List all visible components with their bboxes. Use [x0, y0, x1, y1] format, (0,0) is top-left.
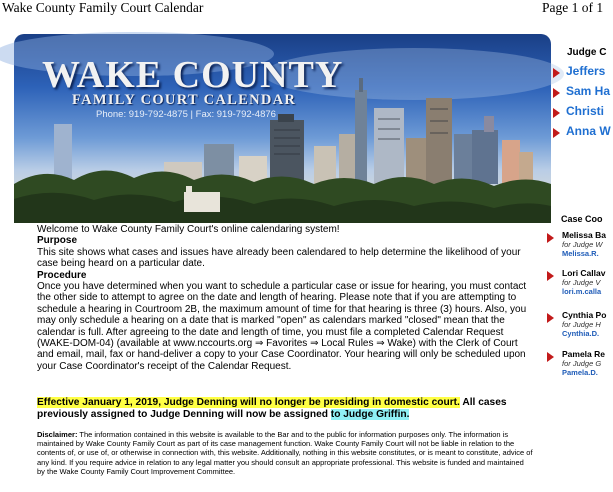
main-content: [37, 224, 533, 372]
coordinator-judge: for Judge V: [562, 278, 601, 287]
coordinator-email-link[interactable]: Cynthia.D.: [562, 329, 600, 338]
coordinator-judge: for Judge G: [562, 359, 602, 368]
coordinator-name: Pamela Re: [562, 349, 605, 359]
banner-phone: Phone: 919-792-4875 | Fax: 919-792-4876: [96, 109, 276, 120]
notice-middle-text: All cases previously assigned to Judge Denning will now be assigned: [37, 397, 507, 420]
bullet-arrow-icon: [547, 352, 554, 362]
bullet-arrow-icon: [553, 88, 560, 98]
coordinator-email-link[interactable]: Melissa.R.: [562, 249, 599, 258]
coordinator-judge: for Judge W: [562, 240, 603, 249]
banner-subtitle: FAMILY COURT CALENDAR: [72, 92, 297, 108]
procedure-text: Once you have determined when you want to schedule a particular case or issue for hearing, you must contact the other side to attempt to agree on the date and length of hearing. Please note that if you are attempting to schedule a hearing in Courtroom 2B, the maximum amount of time for that hearing is three (3) hours. Also, you may only schedule a hearing on a date that is marked "open" as calendars marked "closed" mean that the calendar is full. After agreeing to the date and length of time, you must file a completed Calendar Request (WAKE-DOM-04) (available at www.nccourts.org ⇒ Favorites ⇒ Local Rules ⇒ Wake) with the Clerk of Court and email, mail, fax or hand-deliver a copy to your Case Coordinator. Your hearing will only be scheduled upon your Case Coordinator's receipt of the Calendar Request.: [37, 281, 527, 372]
disclaimer: [37, 430, 533, 476]
bullet-arrow-icon: [547, 233, 554, 243]
coordinator-email-link[interactable]: lori.m.calla: [562, 287, 602, 296]
purpose-text: This site shows what cases and issues have already been calendared to help determine the likelihood of your case being heard on a particular date.: [37, 246, 521, 270]
judge-item[interactable]: [553, 124, 613, 142]
coordinator-name: Melissa Ba: [562, 230, 606, 240]
bullet-arrow-icon: [553, 128, 560, 138]
judge-link[interactable]: Christi: [566, 104, 605, 118]
sidebar: [553, 34, 611, 492]
judge-item[interactable]: [553, 64, 613, 82]
judges-heading: Judge C: [567, 47, 607, 58]
procedure-heading: Procedure: [37, 269, 87, 281]
print-header: [0, 0, 605, 18]
page-number: Page 1 of 1: [542, 0, 604, 15]
case-coordinators-heading: Case Coo: [561, 214, 603, 224]
judge-link[interactable]: Sam Ha: [566, 84, 611, 98]
coordinator-email-link[interactable]: Pamela.D.: [562, 368, 598, 377]
judge-reassignment-notice: [37, 397, 533, 421]
bullet-arrow-icon: [553, 108, 560, 118]
purpose-heading: Purpose: [37, 235, 78, 247]
coordinator-name: Cynthia Po: [562, 310, 607, 320]
judge-item[interactable]: [553, 104, 613, 122]
disclaimer-label: Disclaimer:: [37, 430, 78, 439]
banner-title: WAKE COUNTY: [42, 54, 344, 96]
disclaimer-text: The information contained in this website is available to the Bar and to the public for information purposes only. The information is maintained by Wake County Family Court as part of its case management function. Wake County Family Court will not be liable in relation to the contents of, or use of, or otherwise in connection with, this website. Additionally, nothing in this website constitutes, or is meant to constitute, advice of any kind. If you require advice in relation to any legal matter you should consult an appropriate professional. This website is funded and maintained by the Wake County Family Court Improvement Committee.: [37, 430, 533, 476]
print-header-title: Wake County Family Court Calendar: [2, 0, 204, 15]
coordinator-judge: for Judge H: [562, 320, 601, 329]
judge-link[interactable]: Anna W: [566, 124, 611, 138]
notice-highlight-cyan: to Judge Griffin.: [330, 409, 410, 420]
bullet-arrow-icon: [553, 68, 560, 78]
coordinator-name: Lori Callav: [562, 268, 606, 278]
welcome-text: Welcome to Wake County Family Court's online calendaring system!: [37, 224, 340, 235]
banner-image: [14, 34, 551, 223]
judge-item[interactable]: [553, 84, 613, 102]
bullet-arrow-icon: [547, 313, 554, 323]
bullet-arrow-icon: [547, 271, 554, 281]
judge-link[interactable]: Jeffers: [566, 64, 606, 78]
notice-highlight-yellow: Effective January 1, 2019, Judge Denning will no longer be presiding in domestic court.: [37, 397, 460, 408]
